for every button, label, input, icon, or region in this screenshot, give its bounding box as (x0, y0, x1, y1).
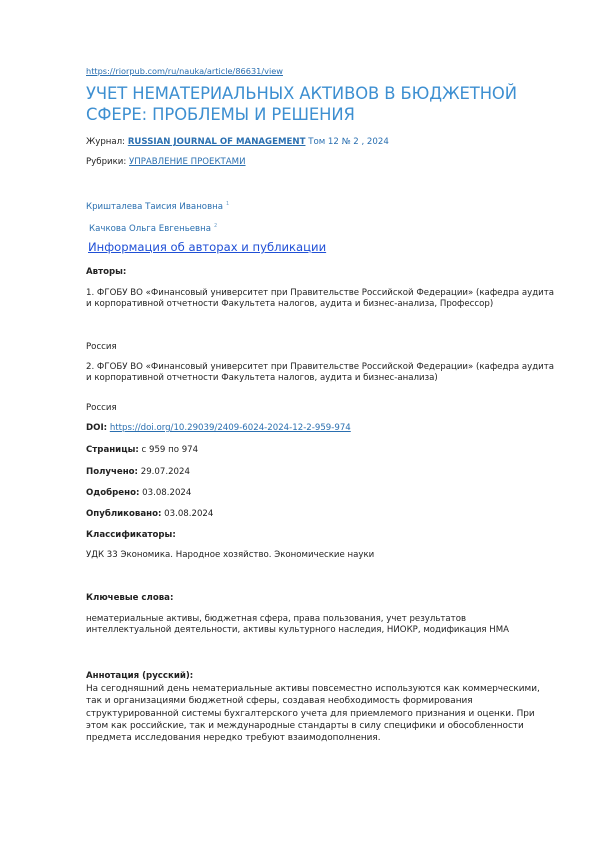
affiliation-2-country: Россия (86, 403, 117, 413)
classifiers-value: УДК 33 Экономика. Народное хозяйство. Экономические науки (86, 550, 375, 560)
keywords-value: нематериальные активы, бюджетная сфера, права пользования, учет результатов интеллектуальной деятельности, активы культурного наследия, НИОКР, модификация НМА (86, 614, 510, 636)
journal-issue[interactable]: Том 12 № 2 , 2024 (308, 137, 389, 147)
approved-value: 03.08.2024 (142, 488, 192, 498)
annotation-label: Аннотация (русский): (86, 671, 194, 681)
rubric-label: Рубрики: (86, 157, 127, 167)
pages-value: с 959 по 974 (141, 445, 199, 455)
classifiers-label: Классификаторы: (86, 530, 176, 540)
journal-line (86, 137, 389, 148)
author-item[interactable] (89, 221, 217, 235)
affiliation-1: 1. ФГОБУ ВО «Финансовый университет при Правительстве Российской Федерации» (кафедра аудита и корпоративной отчетности Факультета налогов, аудита и бизнес-анализа, Профессор) (86, 288, 554, 310)
article-title: УЧЕТ НЕМАТЕРИАЛЬНЫХ АКТИВОВ В БЮДЖЕТНОЙ СФЕРЕ: ПРОБЛЕМЫ И РЕШЕНИЯ (86, 84, 517, 124)
published-label: Опубликовано: (86, 509, 162, 519)
journal-label: Журнал: (86, 137, 126, 147)
affiliation-2: 2. ФГОБУ ВО «Финансовый университет при Правительстве Российской Федерации» (кафедра аудита и корпоративной отчетности Факультета налогов, аудита и бизнес-анализа) (86, 362, 554, 384)
authors-label: Авторы: (86, 267, 127, 277)
doi-line (86, 423, 351, 434)
approved-line (86, 488, 191, 499)
keywords-label: Ключевые слова: (86, 593, 174, 603)
author-footnote-mark: 2 (214, 223, 218, 229)
pages-label: Страницы: (86, 445, 139, 455)
author-item[interactable] (86, 199, 229, 213)
rubric-link[interactable]: УПРАВЛЕНИЕ ПРОЕКТАМИ (129, 157, 246, 167)
published-value: 03.08.2024 (164, 509, 214, 519)
received-value: 29.07.2024 (140, 467, 190, 477)
received-label: Получено: (86, 467, 138, 477)
author-footnote-mark: 1 (226, 201, 230, 207)
journal-name-link[interactable]: RUSSIAN JOURNAL OF MANAGEMENT (127, 137, 306, 147)
article-url-link[interactable]: https://riorpub.com/ru/nauka/article/86631/view (86, 66, 283, 76)
pages-line (86, 445, 198, 456)
affiliation-1-country: Россия (86, 342, 117, 352)
received-line (86, 467, 190, 478)
approved-label: Одобрено: (86, 488, 140, 498)
published-line (86, 509, 213, 520)
rubric-line (86, 157, 246, 168)
doi-link[interactable]: https://doi.org/10.29039/2409-6024-2024-12-2-959-974 (109, 423, 351, 433)
doi-label: DOI: (86, 423, 108, 433)
author-name[interactable]: Качкова Ольга Евгеньевна (89, 223, 212, 234)
annotation-text: На сегодняшний день нематериальные активы повсеместно используются как коммерческими, так и организациями бюджетной сферы, создавая необходимость формирования структурированной системы бухгалтерского учета для приемлемого признания и оценки. При этом как российские, так и международные стандарты в силу специфики и обособленности предмета исследования нередко требуют взаимодополнения. (86, 684, 540, 744)
author-name[interactable]: Кришталева Таисия Ивановна (86, 201, 224, 212)
author-info-link[interactable]: Информация об авторах и публикации (88, 240, 327, 254)
